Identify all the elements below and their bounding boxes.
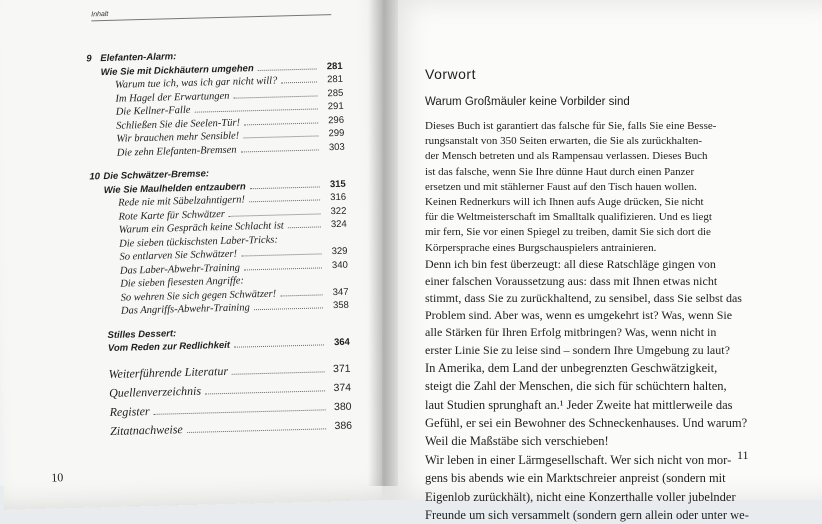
toc-page-number: 291 bbox=[322, 101, 344, 113]
page-number-left: 10 bbox=[51, 470, 63, 485]
toc-entry-title: Weiterführende Literatur bbox=[108, 363, 228, 381]
chapter-title: Vorwort bbox=[425, 66, 476, 82]
toc-entry-title: Zitatnachweise bbox=[110, 422, 183, 439]
toc-leader-dots bbox=[205, 390, 325, 394]
text-line: ist das falsche, wenn Sie Ihre dünne Haut durch einen Panzer bbox=[425, 165, 760, 180]
text-line: steigt die Zahl der Menschen, die sich für schüchtern halten, bbox=[425, 377, 760, 395]
toc-leader-dots bbox=[233, 95, 317, 98]
text-line: der Mensch betreten und als Rampensau verlassen. Dieses Buch bbox=[425, 149, 760, 164]
toc-leader-dots bbox=[243, 135, 318, 138]
text-line: In Amerika, dem Land der unbegrenzten Geschwätzigkeit, bbox=[425, 359, 760, 377]
toc-leader-dots bbox=[195, 108, 318, 112]
right-page bbox=[382, 0, 822, 500]
toc-page-number: 347 bbox=[326, 286, 348, 298]
toc-leader-dots bbox=[280, 294, 322, 296]
toc-page-number: 329 bbox=[325, 246, 347, 258]
toc-entry-title: Rede nie mit Säbelzahntigern! bbox=[104, 194, 245, 209]
toc-leader-dots bbox=[250, 186, 320, 189]
toc-entry-title: Die Schwätzer-Bremse: bbox=[103, 168, 209, 182]
toc-leader-dots bbox=[249, 199, 320, 202]
text-line: Dieses Buch ist garantiert das falsche für Sie, falls Sie eine Besse- bbox=[425, 119, 760, 134]
text-line: Problem sind. Aber was, wenn es umgekehrt ist? Was, wenn Sie bbox=[425, 307, 760, 324]
left-page bbox=[0, 0, 414, 510]
toc-page-number: 299 bbox=[322, 128, 344, 140]
text-line: Weil die Maßstäbe sich verschieben! bbox=[425, 432, 760, 450]
text-line: für die Weltmeisterschaft im Smalltalk qualifizieren. Und es liegt bbox=[425, 210, 760, 225]
section-title: Warum Großmäuler keine Vorbilder sind bbox=[425, 96, 630, 108]
toc-entry-title: Die zehn Elefanten-Bremsen bbox=[103, 144, 237, 158]
text-line: gens bis abends wie ein Marktschreier anpreist (sondern mit bbox=[425, 469, 760, 487]
text-line: laut Studien sprunghaft an.¹ Jeder Zweite hat mittlerweile das bbox=[425, 396, 760, 414]
toc-page-number: 374 bbox=[329, 381, 351, 394]
toc-entry-title: Rote Karte für Schwätzer bbox=[104, 208, 225, 222]
toc-page-number: 358 bbox=[327, 300, 349, 312]
toc-page-number: 285 bbox=[321, 87, 343, 99]
toc-entry-title: Die Kellner-Falle bbox=[102, 105, 191, 118]
toc-leader-dots bbox=[254, 307, 323, 310]
toc-page-number: 281 bbox=[320, 60, 342, 72]
toc-page-number: 315 bbox=[324, 178, 346, 190]
toc-entry-title: Wie Sie Maulhelden entzaubern bbox=[104, 181, 246, 196]
toc-entry-title: Die sieben tückischsten Laber-Tricks: bbox=[105, 234, 278, 250]
text-line: Gefühl, er sei ein Bewohner des Schneckenhauses. Und warum? bbox=[425, 414, 760, 432]
toc-entry-title: Warum ein Gespräch keine Schlacht ist bbox=[105, 220, 284, 236]
toc-entry-title: Wie Sie mit Dickhäutern umgehen bbox=[101, 63, 254, 78]
toc-entry-title: Die sieben fiesesten Angriffe: bbox=[106, 275, 244, 290]
text-line: Denn ich bin fest überzeugt: all diese Ratschläge gingen von bbox=[425, 256, 760, 273]
toc-leader-dots bbox=[241, 253, 321, 256]
table-of-contents bbox=[86, 47, 352, 443]
toc-entry-title: Vom Reden zur Redlichkeit bbox=[108, 340, 230, 354]
text-line: Keinen Rednerkurs will ich Ihnen aufs Auge drücken, Sie nicht bbox=[425, 195, 760, 210]
toc-page-number: 380 bbox=[329, 400, 351, 413]
text-line: Körpersprache eines Burgschauspielers antrainieren. bbox=[425, 241, 760, 256]
body-text bbox=[425, 119, 760, 524]
toc-leader-dots bbox=[154, 409, 326, 415]
toc-entry-title: Im Hagel der Erwartungen bbox=[101, 90, 229, 104]
text-line: rungsanstalt von 350 Seiten erwarten, die Sie als zurückhalten- bbox=[425, 134, 760, 149]
toc-entry-title: Das Laber-Abwehr-Training bbox=[106, 262, 240, 277]
toc-page-number: 316 bbox=[324, 192, 346, 204]
text-line: ersetzen und mit stählerner Faust auf den Tisch hauen wollen. bbox=[425, 180, 760, 195]
toc-page-number: 322 bbox=[324, 205, 346, 217]
toc-entry-title: Wir brauchen mehr Sensible! bbox=[102, 131, 239, 146]
toc-leader-dots bbox=[281, 81, 317, 83]
toc-page-number: 371 bbox=[328, 362, 350, 375]
text-line: erster Linie Sie zu leise sind – sondern Ihre Umgebung zu laut? bbox=[425, 342, 760, 359]
toc-leader-dots bbox=[229, 213, 321, 216]
toc-leader-dots bbox=[244, 122, 318, 125]
book-spine bbox=[368, 0, 398, 486]
toc-leader-dots bbox=[258, 68, 317, 71]
text-line: stimmt, dass Sie zu zurückhaltend, zu sensibel, dass Sie selbst das bbox=[425, 290, 760, 307]
toc-entry-title: So wehren Sie sich gegen Schwätzer! bbox=[106, 288, 276, 303]
toc-page-number: 340 bbox=[326, 259, 348, 271]
toc-leader-dots bbox=[232, 371, 325, 374]
page-number-right: 11 bbox=[737, 448, 749, 463]
toc-entry-title: Warum tue ich, was ich gar nicht will? bbox=[101, 76, 278, 92]
text-line: Eigenlob zurückhält), nicht eine Konzerthalle voller jubelnder bbox=[425, 488, 760, 506]
running-head: Inhalt bbox=[91, 5, 331, 21]
toc-page-number: 324 bbox=[325, 219, 347, 231]
toc-entry-title: Stilles Dessert: bbox=[107, 328, 176, 341]
toc-page-number: 364 bbox=[328, 337, 350, 349]
toc-page-number: 281 bbox=[321, 74, 343, 86]
toc-leader-dots bbox=[241, 149, 319, 152]
toc-leader-dots bbox=[234, 344, 324, 347]
text-line: einer falschen Voraussetzung aus: dass mit Ihnen etwas nicht bbox=[425, 273, 760, 290]
toc-leader-dots bbox=[244, 267, 322, 270]
toc-chapter-number: 10 bbox=[89, 171, 103, 182]
toc-page-number: 303 bbox=[323, 141, 345, 153]
toc-leader-dots bbox=[187, 428, 326, 433]
toc-entry-title: Das Angriffs-Abwehr-Training bbox=[107, 302, 250, 317]
text-line: Freunde um sich versammelt (sondern gern allein oder unter we- bbox=[425, 506, 760, 524]
toc-page-number: 296 bbox=[322, 114, 344, 126]
toc-entry-title: Register bbox=[109, 403, 149, 419]
text-line: alle Stärken für Ihren Erfolg mitbringen? Was, wenn nicht in bbox=[425, 324, 760, 341]
toc-page-number: 386 bbox=[330, 419, 352, 432]
toc-leader-dots bbox=[288, 226, 321, 228]
toc-entry-title: Quellenverzeichnis bbox=[109, 383, 201, 400]
toc-entry-title: So entlarven Sie Schwätzer! bbox=[105, 249, 237, 263]
text-line: mir fern, Sie vor einen Spiegel zu treiben, damit Sie sich dort die bbox=[425, 225, 760, 240]
toc-chapter-number: 9 bbox=[86, 53, 100, 64]
toc-entry-title: Elefanten-Alarm: bbox=[100, 51, 176, 64]
toc-entry-title: Schließen Sie die Seelen-Tür! bbox=[102, 117, 240, 132]
text-line: Wir leben in einer Lärmgesellschaft. Wer sich nicht von mor- bbox=[425, 451, 760, 469]
